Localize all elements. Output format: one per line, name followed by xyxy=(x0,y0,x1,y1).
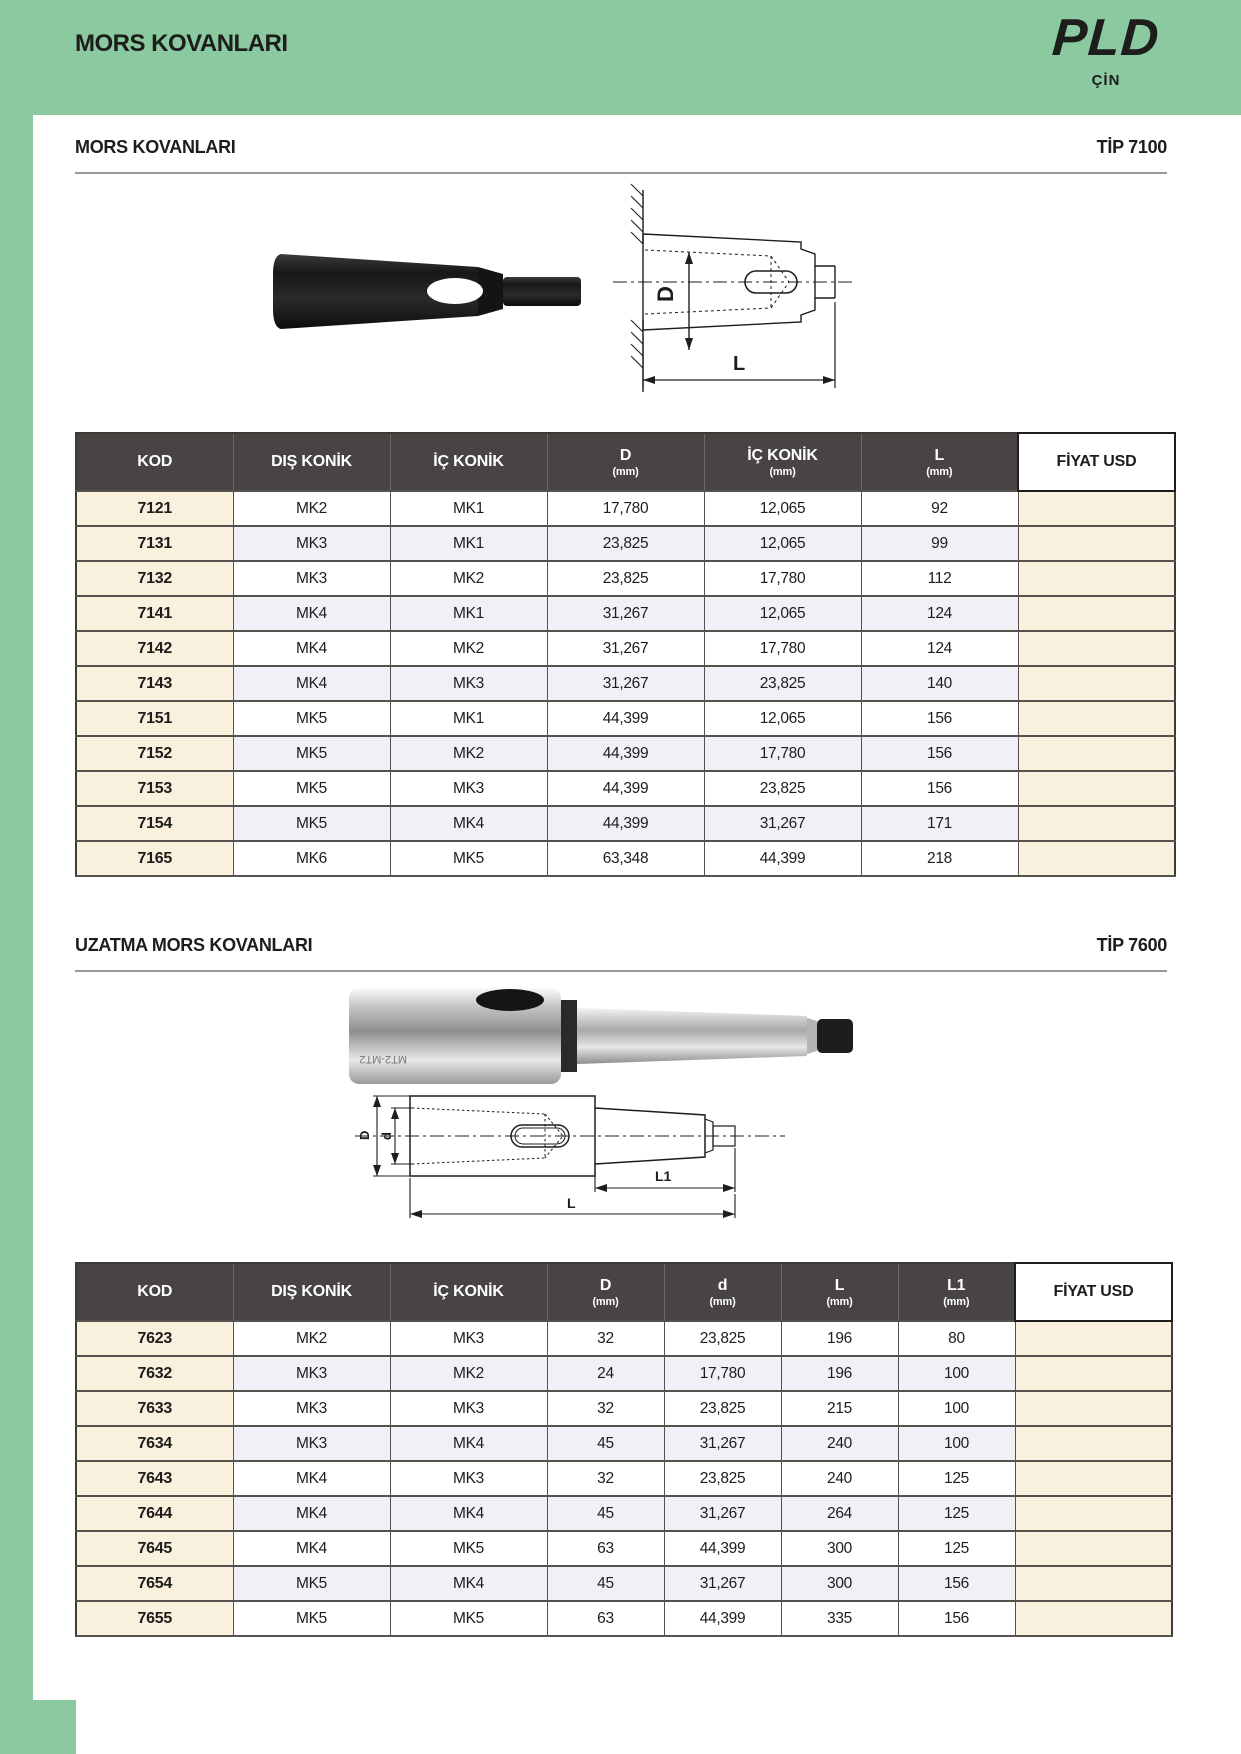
table-row xyxy=(76,631,1175,666)
kod-cell: 7655 xyxy=(76,1601,233,1636)
table-row xyxy=(76,1496,1172,1531)
table-row xyxy=(76,1531,1172,1566)
value-cell: 12,065 xyxy=(704,491,861,526)
column-header: İÇ KONİK xyxy=(390,433,547,491)
section1-title: MORS KOVANLARI xyxy=(75,137,236,157)
value-cell: 44,399 xyxy=(664,1601,781,1636)
value-cell: 215 xyxy=(781,1391,898,1426)
kod-cell: 7633 xyxy=(76,1391,233,1426)
value-cell: 23,825 xyxy=(664,1461,781,1496)
value-cell: 32 xyxy=(547,1461,664,1496)
kod-cell: 7643 xyxy=(76,1461,233,1496)
price-cell xyxy=(1015,1321,1172,1356)
kod-cell: 7634 xyxy=(76,1426,233,1461)
value-cell: 100 xyxy=(898,1356,1015,1391)
value-cell: MK3 xyxy=(233,1356,390,1391)
technical-drawing-tip7100 xyxy=(603,182,858,397)
table-row xyxy=(76,596,1175,631)
value-cell: 156 xyxy=(898,1601,1015,1636)
table-row xyxy=(76,1391,1172,1426)
value-cell: 17,780 xyxy=(704,631,861,666)
kod-cell: 7142 xyxy=(76,631,233,666)
value-cell: 80 xyxy=(898,1321,1015,1356)
value-cell: MK3 xyxy=(390,1321,547,1356)
value-cell: 196 xyxy=(781,1356,898,1391)
kod-cell: 7644 xyxy=(76,1496,233,1531)
table-row xyxy=(76,736,1175,771)
value-cell: MK5 xyxy=(233,701,390,736)
table-row xyxy=(76,1321,1172,1356)
value-cell: 156 xyxy=(898,1566,1015,1601)
value-cell: 125 xyxy=(898,1461,1015,1496)
value-cell: 63,348 xyxy=(547,841,704,876)
kod-cell: 7131 xyxy=(76,526,233,561)
price-cell xyxy=(1015,1531,1172,1566)
value-cell: MK3 xyxy=(233,1426,390,1461)
table-row xyxy=(76,526,1175,561)
price-cell xyxy=(1018,561,1175,596)
price-cell xyxy=(1018,596,1175,631)
kod-cell: 7645 xyxy=(76,1531,233,1566)
price-cell xyxy=(1015,1356,1172,1391)
table-row xyxy=(76,701,1175,736)
product-photo-extension-sleeve xyxy=(347,986,855,1086)
table-row xyxy=(76,1461,1172,1496)
value-cell: 44,399 xyxy=(547,806,704,841)
value-cell: MK2 xyxy=(390,561,547,596)
value-cell: MK3 xyxy=(233,526,390,561)
table-row xyxy=(76,1426,1172,1461)
value-cell: 23,825 xyxy=(664,1321,781,1356)
price-cell xyxy=(1015,1461,1172,1496)
column-header: D (mm) xyxy=(547,1263,664,1321)
column-header: L1 (mm) xyxy=(898,1263,1015,1321)
page-title: MORS KOVANLARI xyxy=(75,30,288,57)
value-cell: 125 xyxy=(898,1496,1015,1531)
column-header: DIŞ KONİK xyxy=(233,433,390,491)
kod-cell: 7153 xyxy=(76,771,233,806)
section2-title: UZATMA MORS KOVANLARI xyxy=(75,935,313,955)
value-cell: 23,825 xyxy=(547,526,704,561)
value-cell: MK5 xyxy=(390,1601,547,1636)
value-cell: 156 xyxy=(861,701,1018,736)
kod-cell: 7143 xyxy=(76,666,233,701)
value-cell: 23,825 xyxy=(704,666,861,701)
value-cell: MK5 xyxy=(233,1566,390,1601)
value-cell: MK2 xyxy=(390,631,547,666)
value-cell: MK5 xyxy=(233,736,390,771)
price-cell xyxy=(1015,1391,1172,1426)
value-cell: 12,065 xyxy=(704,596,861,631)
value-cell: 240 xyxy=(781,1426,898,1461)
value-cell: 196 xyxy=(781,1321,898,1356)
table-row xyxy=(76,1356,1172,1391)
value-cell: 100 xyxy=(898,1391,1015,1426)
dim-label-l: L xyxy=(567,1195,576,1211)
column-header: KOD xyxy=(76,433,233,491)
value-cell: 31,267 xyxy=(664,1426,781,1461)
column-header: İÇ KONİK xyxy=(390,1263,547,1321)
value-cell: 24 xyxy=(547,1356,664,1391)
table-row xyxy=(76,666,1175,701)
value-cell: 31,267 xyxy=(547,666,704,701)
price-cell xyxy=(1018,701,1175,736)
value-cell: 45 xyxy=(547,1496,664,1531)
table-row xyxy=(76,841,1175,876)
value-cell: 300 xyxy=(781,1566,898,1601)
price-cell xyxy=(1018,666,1175,701)
value-cell: 335 xyxy=(781,1601,898,1636)
photo-engraving: MT2-MT2 xyxy=(359,1053,407,1065)
value-cell: MK3 xyxy=(390,666,547,701)
price-cell xyxy=(1018,736,1175,771)
value-cell: 17,780 xyxy=(664,1356,781,1391)
product-photo-morse-sleeve xyxy=(273,244,583,339)
kod-cell: 7151 xyxy=(76,701,233,736)
value-cell: MK2 xyxy=(233,491,390,526)
value-cell: 218 xyxy=(861,841,1018,876)
value-cell: MK3 xyxy=(390,1461,547,1496)
value-cell: 23,825 xyxy=(664,1391,781,1426)
value-cell: 12,065 xyxy=(704,701,861,736)
value-cell: 32 xyxy=(547,1321,664,1356)
value-cell: 100 xyxy=(898,1426,1015,1461)
price-cell xyxy=(1018,631,1175,666)
value-cell: MK6 xyxy=(233,841,390,876)
value-cell: MK3 xyxy=(390,1391,547,1426)
column-header: FİYAT USD xyxy=(1018,433,1175,491)
kod-cell: 7132 xyxy=(76,561,233,596)
value-cell: MK2 xyxy=(233,1321,390,1356)
tip-7100-table xyxy=(75,432,1176,877)
price-cell xyxy=(1018,491,1175,526)
table-row xyxy=(76,491,1175,526)
dim-label-d: d xyxy=(379,1132,394,1140)
value-cell: 44,399 xyxy=(664,1531,781,1566)
price-cell xyxy=(1018,806,1175,841)
value-cell: 32 xyxy=(547,1391,664,1426)
price-cell xyxy=(1015,1601,1172,1636)
value-cell: 31,267 xyxy=(664,1566,781,1601)
value-cell: MK1 xyxy=(390,596,547,631)
value-cell: 44,399 xyxy=(547,701,704,736)
price-cell xyxy=(1018,771,1175,806)
kod-cell: 7141 xyxy=(76,596,233,631)
value-cell: MK4 xyxy=(390,1426,547,1461)
value-cell: 156 xyxy=(861,736,1018,771)
value-cell: MK3 xyxy=(390,771,547,806)
section2-figures xyxy=(75,972,1167,1262)
brand-logo: PLD xyxy=(1050,9,1162,67)
section2-heading xyxy=(75,935,1167,972)
value-cell: MK4 xyxy=(390,806,547,841)
value-cell: MK1 xyxy=(390,526,547,561)
value-cell: 23,825 xyxy=(547,561,704,596)
value-cell: MK2 xyxy=(390,1356,547,1391)
value-cell: 171 xyxy=(861,806,1018,841)
value-cell: 44,399 xyxy=(704,841,861,876)
value-cell: MK4 xyxy=(233,1531,390,1566)
value-cell: 63 xyxy=(547,1531,664,1566)
table-row xyxy=(76,806,1175,841)
kod-cell: 7165 xyxy=(76,841,233,876)
column-header: FİYAT USD xyxy=(1015,1263,1172,1321)
dim-label-l: L xyxy=(733,353,746,375)
value-cell: MK4 xyxy=(233,1461,390,1496)
value-cell: 17,780 xyxy=(704,561,861,596)
bottom-left-accent xyxy=(0,1700,76,1754)
value-cell: 17,780 xyxy=(547,491,704,526)
table-row xyxy=(76,1601,1172,1636)
kod-cell: 7152 xyxy=(76,736,233,771)
value-cell: MK3 xyxy=(233,1391,390,1426)
value-cell: 92 xyxy=(861,491,1018,526)
price-cell xyxy=(1018,526,1175,561)
column-header: d (mm) xyxy=(664,1263,781,1321)
value-cell: MK3 xyxy=(233,561,390,596)
value-cell: 12,065 xyxy=(704,526,861,561)
value-cell: MK2 xyxy=(390,736,547,771)
value-cell: 17,780 xyxy=(704,736,861,771)
kod-cell: 7654 xyxy=(76,1566,233,1601)
value-cell: 45 xyxy=(547,1426,664,1461)
technical-drawing-tip7600 xyxy=(315,1088,860,1228)
table-row xyxy=(76,1566,1172,1601)
column-header: L (mm) xyxy=(781,1263,898,1321)
value-cell: 124 xyxy=(861,596,1018,631)
value-cell: 31,267 xyxy=(547,596,704,631)
column-header: DIŞ KONİK xyxy=(233,1263,390,1321)
value-cell: MK5 xyxy=(233,806,390,841)
table-row xyxy=(76,561,1175,596)
value-cell: 125 xyxy=(898,1531,1015,1566)
column-header: D (mm) xyxy=(547,433,704,491)
brand-block xyxy=(1041,9,1171,89)
value-cell: 99 xyxy=(861,526,1018,561)
price-cell xyxy=(1018,841,1175,876)
kod-cell: 7632 xyxy=(76,1356,233,1391)
column-header: İÇ KONİK (mm) xyxy=(704,433,861,491)
value-cell: 44,399 xyxy=(547,736,704,771)
kod-cell: 7623 xyxy=(76,1321,233,1356)
value-cell: MK1 xyxy=(390,491,547,526)
value-cell: 44,399 xyxy=(547,771,704,806)
price-cell xyxy=(1015,1566,1172,1601)
value-cell: 31,267 xyxy=(664,1496,781,1531)
value-cell: 300 xyxy=(781,1531,898,1566)
value-cell: 31,267 xyxy=(547,631,704,666)
value-cell: MK4 xyxy=(233,1496,390,1531)
value-cell: MK5 xyxy=(390,1531,547,1566)
value-cell: 140 xyxy=(861,666,1018,701)
value-cell: 31,267 xyxy=(704,806,861,841)
value-cell: MK4 xyxy=(233,596,390,631)
tip-7600-table xyxy=(75,1262,1173,1637)
value-cell: MK4 xyxy=(233,631,390,666)
value-cell: 45 xyxy=(547,1566,664,1601)
column-header: L (mm) xyxy=(861,433,1018,491)
value-cell: 240 xyxy=(781,1461,898,1496)
dim-label-D: D xyxy=(357,1130,372,1140)
kod-cell: 7121 xyxy=(76,491,233,526)
value-cell: MK4 xyxy=(390,1566,547,1601)
section1-figures xyxy=(75,174,1167,432)
value-cell: MK4 xyxy=(233,666,390,701)
value-cell: 63 xyxy=(547,1601,664,1636)
table-row xyxy=(76,771,1175,806)
kod-cell: 7154 xyxy=(76,806,233,841)
section2-tip-code: TİP 7600 xyxy=(1096,935,1167,955)
value-cell: MK1 xyxy=(390,701,547,736)
value-cell: 156 xyxy=(861,771,1018,806)
value-cell: 112 xyxy=(861,561,1018,596)
price-cell xyxy=(1015,1426,1172,1461)
value-cell: MK5 xyxy=(390,841,547,876)
value-cell: 23,825 xyxy=(704,771,861,806)
price-cell xyxy=(1015,1496,1172,1531)
value-cell: MK5 xyxy=(233,771,390,806)
value-cell: 264 xyxy=(781,1496,898,1531)
dim-label-l1: L1 xyxy=(655,1168,672,1184)
left-accent-strip xyxy=(0,0,33,1754)
column-header: KOD xyxy=(76,1263,233,1321)
value-cell: MK4 xyxy=(390,1496,547,1531)
brand-country: ÇİN xyxy=(1091,72,1121,89)
section1-tip-code: TİP 7100 xyxy=(1096,137,1167,157)
dim-label-d: D xyxy=(653,286,678,302)
section1-heading xyxy=(75,137,1167,174)
value-cell: 124 xyxy=(861,631,1018,666)
value-cell: MK5 xyxy=(233,1601,390,1636)
